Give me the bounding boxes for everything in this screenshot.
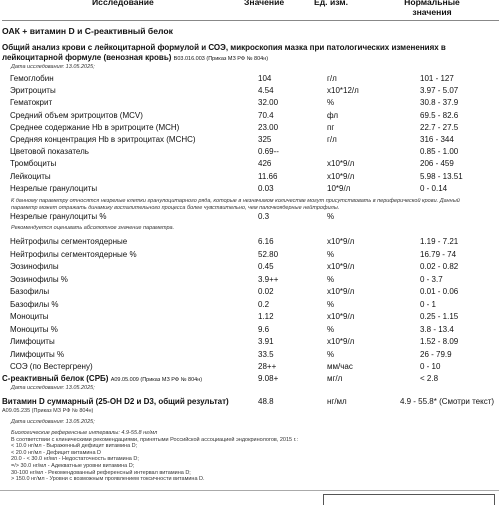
result-unit: x10*9/л [327,159,355,169]
table-row [0,362,499,374]
table-row [0,74,499,86]
result-name: Тромбоциты [10,159,57,169]
cbc-date: Дата исследования: 13.05.2025; [11,64,95,70]
vitd-note-line: 30-100 нг/мл - Рекомендованный референсный интервал витамина D; [11,469,191,476]
section-title: ОАК + витамин D и С-реактивный белок [2,20,499,36]
result-name: Цветовой показатель [10,147,89,157]
table-row [0,98,499,110]
table-row [0,250,499,262]
result-name: Лимфоциты [10,337,55,346]
result-range: 5.98 - 13.51 [420,171,463,181]
result-unit: x10*9/л [327,262,355,271]
vitd-note-line: > 150.0 нг/мл - Уровни с возможным проявлением токсичности витамина D. [11,476,205,483]
cbc-title-text: Общий анализ крови с лейкоцитарной формулой и СОЭ, микроскопия мазка при патологических изменениях в лейкоцитарной формуле (венозная кровь) [2,43,446,62]
table-row [0,147,499,159]
vitd-unit: нг/мл [327,397,347,406]
result-range: 3.97 - 5.07 [420,86,459,96]
result-name: Моноциты [10,312,49,321]
result-range: 0.02 - 0.82 [420,262,459,271]
result-unit: 10*9/л [327,183,351,193]
result-value: 70.4 [258,110,274,120]
result-value: 9.6 [258,324,270,334]
result-name: Эритроциты [10,86,56,96]
result-name: Средняя концентрация Hb в эритроцитах (MCHC) [10,135,196,144]
result-unit: x10*9/л [327,237,355,246]
crp-range: < 2.8 [420,374,439,383]
vitd-note-line: < 20.0 нг/мл - Дефицит витамина D [11,449,102,456]
result-name: Незрелые гранулоциты % [10,212,107,221]
result-value: 6.16 [258,237,274,246]
result-range: 16.79 - 74 [420,249,457,259]
table-row [0,184,499,196]
result-range: 26 - 79.9 [420,349,452,359]
result-unit: % [327,249,335,259]
result-name: Эозинофилы [10,262,59,271]
table-row [0,86,499,98]
result-range: 0.25 - 1.15 [420,312,459,321]
result-name: СОЭ (по Вестергрену) [10,362,93,371]
result-range: 1.52 - 8.09 [420,337,459,346]
bottom-divider [0,490,499,491]
result-range: 69.5 - 82.6 [420,110,459,120]
section [0,20,499,36]
table-row [0,300,499,312]
result-name: Среднее содержание Hb в эритроците (MCH) [10,122,180,132]
result-value: 32.00 [258,98,279,108]
result-range: 0 - 0.14 [420,183,448,193]
result-unit: мм/час [327,362,353,371]
result-name: Средний объем эритроцитов (MCV) [10,110,143,120]
cbc-note-immature: К данному параметру относятся незрелые клетки гранулоцитарного ряда, которые в незначимом количестве могут присутствовать в периферической крови. Данный параметр может отражать динамику воспалительного процесса более чувствительно, чем палочкоядерные нейтрофилы. [11,198,460,211]
result-value: 52.80 [258,249,279,259]
crp-code: A09.05.009 (Приказ МЗ РФ № 804н) [110,377,203,383]
result-value: 28++ [258,362,277,371]
result-range: 101 - 127 [420,74,454,83]
crp-date: Дата исследования: 13.05.2025; [11,385,95,391]
result-name: Гематокрит [10,98,53,108]
table-row [0,159,499,171]
table-header [0,0,499,18]
result-range: 0 - 3.7 [420,274,443,284]
result-value: 23.00 [258,122,279,132]
table-row [0,123,499,135]
vitd-notes [11,430,298,483]
vitd-note-line: =/> 30.0 нг/мл - Адекватные уровни витамина D; [11,462,135,469]
result-range: 0.85 - 1.00 [420,147,459,157]
vitd-name: Витамин D суммарный (25-OH D2 и D3, общий результат) [2,397,229,406]
result-value: 0.69-- [258,147,279,157]
table-row [0,350,499,362]
crp-value: 9.08+ [258,374,279,383]
table-row [0,325,499,337]
header-test: Исследование [92,0,154,7]
result-unit: % [327,299,335,309]
result-unit: x10*9/л [327,287,355,296]
result-range: 0 - 1 [420,299,437,309]
result-value: 0.2 [258,299,270,309]
table-row [0,212,499,224]
crp-unit: мг/л [327,374,343,383]
result-value: 0.03 [258,183,274,193]
result-value: 3.9++ [258,274,279,284]
result-value: 4.54 [258,86,274,96]
result-unit: пг [327,122,335,132]
result-value: 104 [258,74,272,83]
vitd-code: A09.05.235 (Приказ МЗ РФ № 804н) [2,408,94,414]
result-name: Лейкоциты [10,171,51,181]
table-row [0,312,499,324]
result-unit: г/л [327,74,337,83]
result-value: 1.12 [258,312,274,321]
result-value: 325 [258,135,272,144]
result-unit: % [327,212,335,221]
result-unit: % [327,349,335,359]
cbc-title [2,43,492,64]
table-row [0,275,499,287]
table-row [0,337,499,349]
result-name: Моноциты % [10,324,58,334]
result-name: Лимфоциты % [10,349,65,359]
result-unit: % [327,98,335,108]
header-value: Значение [244,0,285,7]
cbc-note-abs: Рекомендуется оценивать абсолютное значение параметра. [11,225,175,231]
result-unit: % [327,274,335,284]
vitd-note-line: Биологические референсные интервалы: 4.9-55.8 нг/мл [11,430,158,436]
vitd-note-line: < 10.0 нг/мл - Выраженный дефицит витамина D; [11,443,138,450]
vitd-note-line: 20.0 - < 30.0 нг/мл - Недостаточность витамина D; [11,456,139,463]
result-value: 11.66 [258,171,278,181]
result-name: Базофилы % [10,299,59,309]
result-name: Нейтрофилы сегментоядерные % [10,249,137,259]
result-range: 0 - 10 [420,362,441,371]
table-row [0,237,499,249]
result-unit: г/л [327,135,337,144]
result-range: 0.01 - 0.06 [420,287,459,296]
result-value: 426 [258,159,272,169]
vitd-note-line: В соответствии с клиническими рекомендациями, принятыми Российской ассоциацией эндокринологов, 2015 г.: [11,436,299,443]
result-name: Эозинофилы % [10,274,68,284]
table-row [0,262,499,274]
result-range: 316 - 344 [420,135,454,144]
cbc-code: B03.016.003 (Приказ МЗ РФ № 804н) [173,55,269,62]
result-unit: x10*9/л [327,337,355,346]
result-range: 206 - 459 [420,159,454,169]
result-name: Базофилы [10,287,50,296]
vitd-date: Дата исследования: 13.05.2025; [11,419,95,425]
result-range: 3.8 - 13.4 [420,324,454,334]
result-value: 3.91 [258,337,274,346]
vitd-range: 4.9 - 55.8* (Смотри текст) [399,397,495,406]
result-unit: x10*9/л [327,312,355,321]
result-name: Гемоглобин [10,74,54,83]
vitd-value: 48.8 [258,397,274,406]
result-unit: фл [327,110,339,120]
header-unit: Ед. изм. [314,0,349,7]
result-value: 0.45 [258,262,274,271]
result-name: Незрелые гранулоциты [10,183,98,193]
table-row [0,111,499,123]
result-value: 0.02 [258,287,274,296]
crp-name: С-реактивный белок (СРБ) A09.05.009 (Приказ МЗ РФ № 804н) [2,374,203,383]
result-value: 0.3 [258,212,270,221]
result-unit: x10*9/л [327,171,355,181]
result-unit: x10*12/л [327,86,359,96]
header-range: Нормальные значения [404,0,460,17]
table-row [0,135,499,147]
table-row [0,172,499,184]
result-unit: % [327,324,335,334]
result-value: 33.5 [258,349,274,359]
table-row [0,287,499,299]
result-range: 22.7 - 27.5 [420,122,459,132]
result-name: Нейтрофилы сегментоядерные [10,237,128,246]
result-range: 1.19 - 7.21 [420,237,459,246]
result-range: 30.8 - 37.9 [420,98,459,108]
